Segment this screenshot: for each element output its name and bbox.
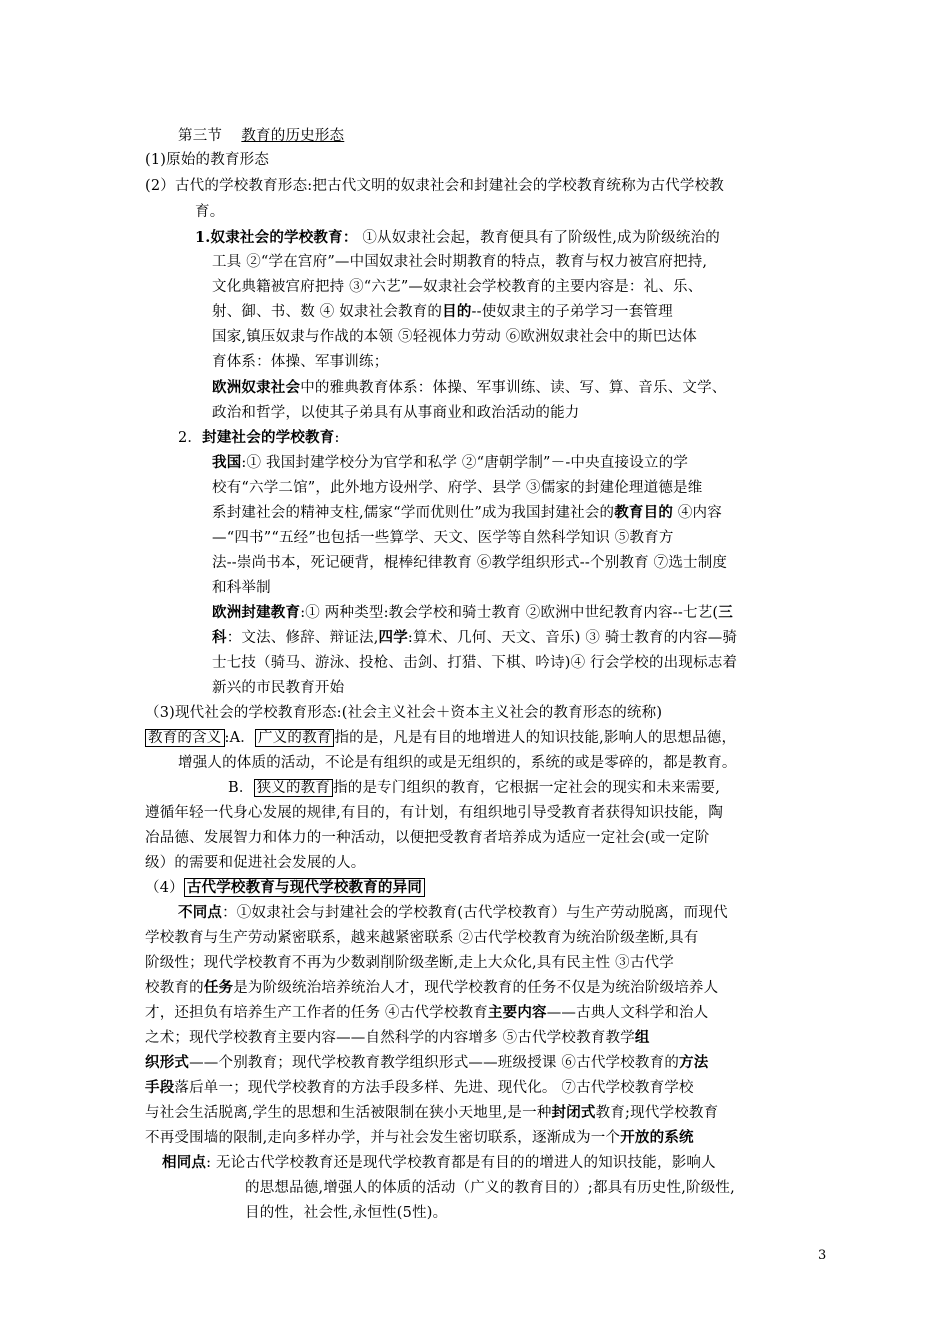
text-line (145, 878, 425, 898)
bold-term: 目的 (442, 303, 472, 320)
text-line (212, 678, 344, 698)
text-segment: :算术、几何、天文、音乐) ③ 骑士教育的内容—骑 (407, 630, 738, 646)
section-heading (178, 126, 344, 146)
page-number: 3 (818, 1248, 827, 1263)
text-segment: 指的是，凡是有目的地增进人的知识技能,影响人的思想品德， (334, 730, 737, 746)
text-segment: 是为阶级统治培养统治人才，现代学校教育的任务不仅是为统治阶级培养人 (233, 980, 719, 996)
text-line (212, 503, 722, 523)
text-segment: 中的雅典教育体系：体操、军事训练、读、写、算、音乐、文学、 (300, 380, 727, 396)
text-segment: 目的性，社会性,永恒性(5性)。 (245, 1205, 448, 1221)
text-segment: 才，还担负有培养生产工作者的任务 ④古代学校教育 (145, 1005, 488, 1021)
text-segment: 校有“六学二馆”，此外地方设州学、府学、县学 ③儒家的封建伦理道德是维 (212, 480, 703, 496)
text-segment: 育体系：体操、军事训练； (212, 354, 389, 370)
boxed-term: 古代学校教育与现代学校教育的异同 (184, 878, 425, 897)
bold-term: 教育目的 (614, 504, 674, 521)
text-segment: ：文法、修辞、辩证法, (226, 630, 379, 646)
bold-term: 方法 (679, 1054, 709, 1071)
text-segment: 2． (178, 430, 203, 446)
text-line (145, 176, 724, 196)
section-title: 教育的历史形态 (241, 128, 345, 144)
text-line (212, 352, 388, 372)
text-segment: 遵循年轻一代身心发展的规律,有目的，有计划，有组织地引导受教育者获得知识技能，陶 (145, 805, 724, 821)
text-line (145, 928, 699, 948)
text-segment: ④内容 (673, 505, 722, 521)
text-segment: 学校教育与生产劳动紧密联系，越来越紧密联系 ②古代学校教育为统治阶级垄断,具有 (145, 930, 699, 946)
text-segment: 和科举制 (212, 580, 271, 596)
boxed-term: 广义的教育 (255, 729, 335, 747)
text-segment: ①从奴隶社会起，教育便具有了阶级性,成为阶级统治的 (357, 230, 720, 246)
bold-term: 开放的系统 (620, 1129, 694, 1146)
text-line (145, 703, 662, 723)
text-line (212, 603, 733, 623)
text-line (145, 828, 709, 848)
text-segment: :① 两种类型:教会学校和骑士教育 ②欧洲中世纪教育内容--七艺( (300, 605, 719, 621)
text-segment: : 无论古代学校教育还是现代学校教育都是有目的的增进人的知识技能，影响人 (206, 1155, 716, 1171)
text-segment: B． (228, 780, 254, 796)
text-segment: ——个别教育；现代学校教育教学组织形式——班级授课 ⑥古代学校教育的 (189, 1055, 680, 1071)
text-line (145, 1053, 708, 1073)
bold-term: 三 (718, 604, 733, 621)
text-line (145, 853, 366, 873)
bold-term: 织形式 (145, 1054, 190, 1071)
text-segment: 士七技（骑马、游泳、投枪、击剑、打猎、下棋、吟诗)④ 行会学校的出现标志着 (212, 655, 738, 671)
text-segment: 之术；现代学校教育主要内容——自然科学的内容增多 ⑤古代学校教育教学 (145, 1030, 635, 1046)
text-line (145, 728, 736, 748)
text-segment: :① 我国封建学校分为官学和私学 ②“唐朝学制”－-中央直接设立的学 (241, 455, 689, 471)
bold-term: 主要内容 (487, 1004, 547, 1021)
text-line (145, 1128, 694, 1148)
text-segment: 冶品德、发展智力和体力的一种活动，以便把受教育者培养成为适应一定社会(或一定阶 (145, 830, 710, 846)
bold-term: 1.奴隶社会的学校教育： (195, 229, 358, 246)
bold-term: 欧洲封建教育 (212, 604, 301, 621)
text-line (145, 1078, 694, 1098)
text-segment: 增强人的体质的活动，不论是有组织的或是无组织的，系统的或是零碎的，都是教育。 (178, 755, 737, 771)
bold-term: 手段 (145, 1079, 175, 1096)
text-line (145, 1028, 650, 1048)
boxed-term: 狭义的教育 (254, 779, 334, 797)
text-line (178, 753, 737, 773)
text-segment: 阶级性；现代学校教育不再为少数剥削阶级垄断,走上大众化,具有民主性 ③古代学 (145, 955, 674, 971)
text-segment: 工具 ②“学在宫府”—中国奴隶社会时期教育的特点，教育与权力被宫府把持, (212, 254, 708, 270)
text-line (212, 252, 707, 272)
text-segment: 政治和哲学，以使其子弟具有从事商业和政治活动的能力 (212, 405, 580, 421)
text-line (212, 553, 727, 573)
bold-term: 欧洲奴隶社会 (212, 379, 301, 396)
text-segment: :A． (224, 730, 255, 746)
text-line (145, 1003, 708, 1023)
text-segment: --使奴隶主的子弟学习一套管理 (471, 304, 673, 320)
text-segment: 校教育的 (145, 980, 204, 996)
text-segment: 射、御、书、数 ④ 奴隶社会教育的 (212, 304, 443, 320)
text-segment: 法--崇尚书本，死记硬背，棍棒纪律教育 ⑥教学组织形式--个别教育 ⑦选士制度 (212, 555, 728, 571)
text-line (145, 803, 723, 823)
bold-term: 四学 (378, 629, 408, 646)
text-segment: 指的是专门组织的教育，它根据一定社会的现实和未来需要, (333, 780, 721, 796)
text-line (195, 228, 720, 248)
text-segment: 不再受围墙的限制,走向多样办学，并与社会发生密切联系，逐渐成为一个 (145, 1130, 621, 1146)
text-line (245, 1178, 735, 1198)
text-segment: —“四书”“五经”也包括一些算学、天文、医学等自然科学知识 ⑤教育方 (212, 530, 674, 546)
text-line (228, 778, 720, 798)
text-line (178, 428, 340, 448)
text-segment: 教育;现代学校教育 (595, 1105, 719, 1121)
text-line (212, 653, 737, 673)
text-line (212, 327, 697, 347)
text-segment: : (334, 430, 340, 446)
text-line (212, 528, 674, 548)
text-line (212, 628, 737, 648)
text-line (178, 903, 728, 923)
bold-term: 组 (634, 1029, 650, 1046)
text-line (212, 578, 271, 598)
text-line (212, 478, 702, 498)
section-number: 第三节 (178, 128, 223, 144)
text-line (212, 453, 688, 473)
text-line (212, 302, 673, 322)
text-segment: 与社会生活脱离,学生的思想和生活被限制在狭小天地里,是一种 (145, 1105, 552, 1121)
text-line (212, 378, 727, 398)
text-segment: 育。 (195, 204, 225, 220)
text-line (145, 150, 269, 170)
text-line (145, 1103, 718, 1123)
text-segment: 系封建社会的精神支柱,儒家“学而优则仕”成为我国封建社会的 (212, 505, 615, 521)
text-segment: 落后单一；现代学校教育的方法手段多样、先进、现代化。 ⑦古代学校教育学校 (174, 1080, 694, 1096)
bold-term: 封建社会的学校教育 (202, 429, 335, 446)
text-line (145, 978, 718, 998)
text-segment: 新兴的市民教育开始 (212, 680, 345, 696)
bold-term: 科 (212, 629, 227, 646)
text-line (212, 403, 580, 423)
text-segment: 国家,镇压奴隶与作战的本领 ⑤轻视体力劳动 ⑥欧洲奴隶社会中的斯巴达体 (212, 329, 697, 345)
bold-term: 相同点 (162, 1154, 207, 1171)
text-line (212, 277, 702, 297)
text-segment: 文化典籍被宫府把持 ③“六艺”—奴隶社会学校教育的主要内容是：礼、乐、 (212, 279, 703, 295)
text-segment: (2）古代的学校教育形态:把古代文明的奴隶社会和封建社会的学校教育统称为古代学校教 (145, 178, 724, 194)
bold-term: 我国 (212, 454, 242, 471)
bold-term: 任务 (203, 979, 234, 996)
text-segment: （4） (145, 880, 184, 896)
text-line (195, 202, 224, 222)
text-segment: 的思想品德,增强人的体质的活动（广义的教育目的）;都具有历史性,阶级性, (245, 1180, 735, 1196)
bold-term: 封闭式 (551, 1104, 596, 1121)
text-line (245, 1203, 447, 1223)
text-segment: (1)原始的教育形态 (145, 152, 270, 168)
text-segment: 级）的需要和促进社会发展的人。 (145, 855, 366, 871)
bold-term: 不同点 (178, 904, 223, 921)
text-segment: ——古典人文科学和治人 (546, 1005, 709, 1021)
text-segment: （3)现代社会的学校教育形态:(社会主义社会＋资本主义社会的教育形态的统称) (145, 705, 663, 721)
text-segment: ：①奴隶社会与封建社会的学校教育(古代学校教育）与生产劳动脱离，而现代 (222, 905, 728, 921)
text-line (162, 1153, 716, 1173)
text-line (145, 953, 674, 973)
boxed-term: 教育的含义 (145, 729, 225, 747)
